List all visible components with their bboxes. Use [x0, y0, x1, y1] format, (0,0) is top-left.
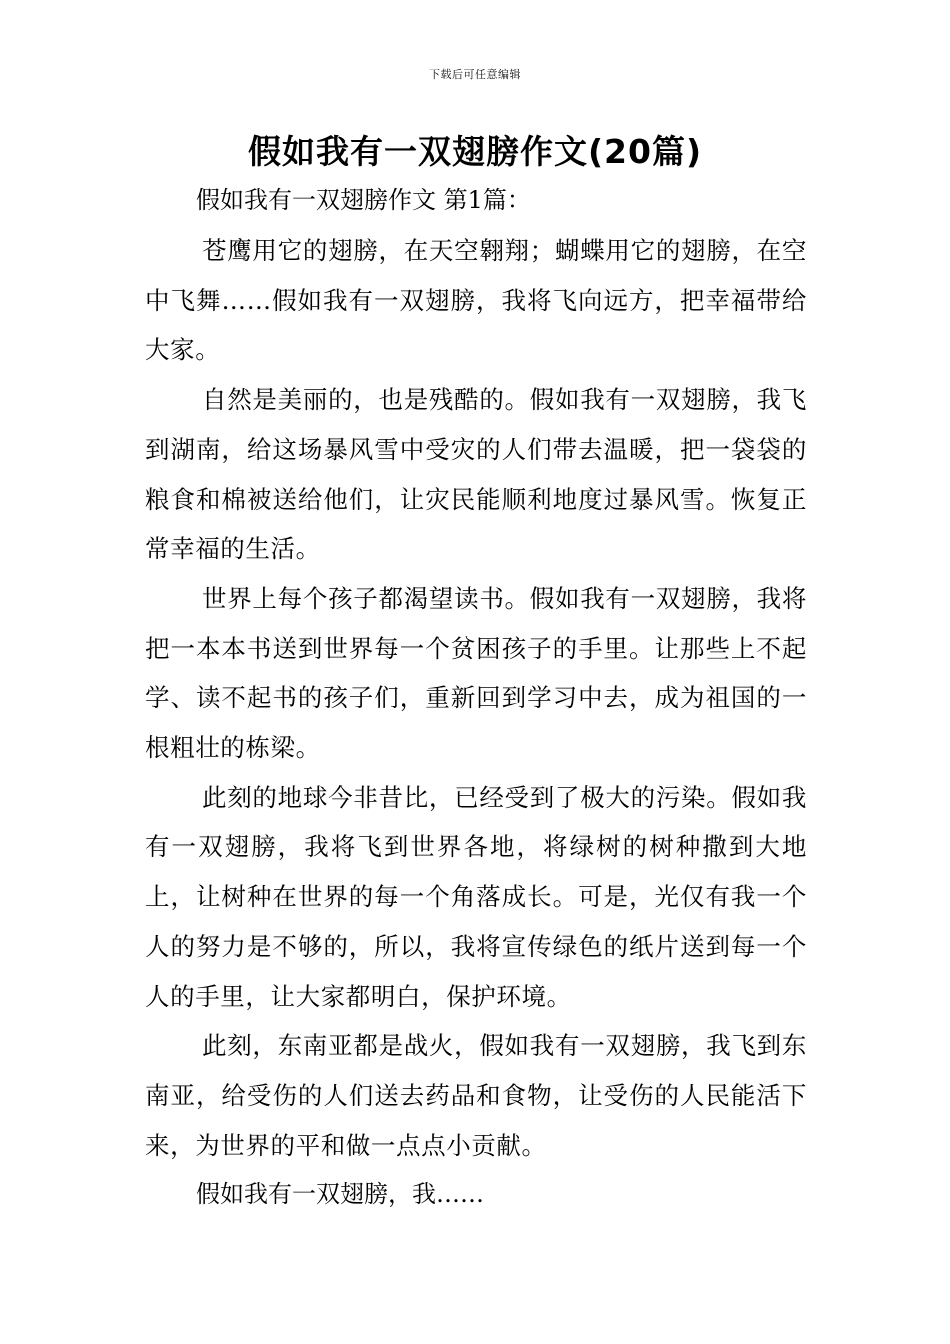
- paragraph: 世界上每个孩子都渴望读书。假如我有一双翅膀，我将把一本本书送到世界每一个贫困孩子的手里。让那些上不起学、读不起书的孩子们，重新回到学习中去，成为祖国的一根粗壮的栋梁。: [145, 583, 807, 763]
- paragraph: 自然是美丽的，也是残酷的。假如我有一双翅膀，我飞到湖南，给这场暴风雪中受灾的人们带去温暖，把一袋袋的粮食和棉被送给他们，让灾民能顺利地度过暴风雪。恢复正常幸福的生活。: [145, 385, 807, 564]
- paragraph: 此刻的地球今非昔比，已经受到了极大的污染。假如我有一双翅膀，我将飞到世界各地，将绿树的树种撒到大地上，让树种在世界的每一个角落成长。可是，光仅有我一个人的努力是不够的，所以，我将宣传绿色的纸片送到每一个人的手里，让大家都明白，保护环境。: [145, 782, 807, 1011]
- essay-subtitle: 假如我有一双翅膀作文 第1篇：: [196, 186, 531, 214]
- paragraph: 此刻，东南亚都是战火，假如我有一双翅膀，我飞到东南亚，给受伤的人们送去药品和食物，让受伤的人民能活下来，为世界的平和做一点点小贡献。: [145, 1031, 807, 1160]
- header-note: 下载后可任意编辑: [429, 68, 521, 81]
- paragraph: 苍鹰用它的翅膀，在天空翱翔；蝴蝶用它的翅膀，在空中飞舞……假如我有一双翅膀，我将飞向远方，把幸福带给大家。: [145, 236, 807, 365]
- document-title: 假如我有一双翅膀作文(20篇): [247, 132, 703, 171]
- closing-line: 假如我有一双翅膀，我……: [196, 1180, 484, 1208]
- essay-body: [145, 226, 807, 1170]
